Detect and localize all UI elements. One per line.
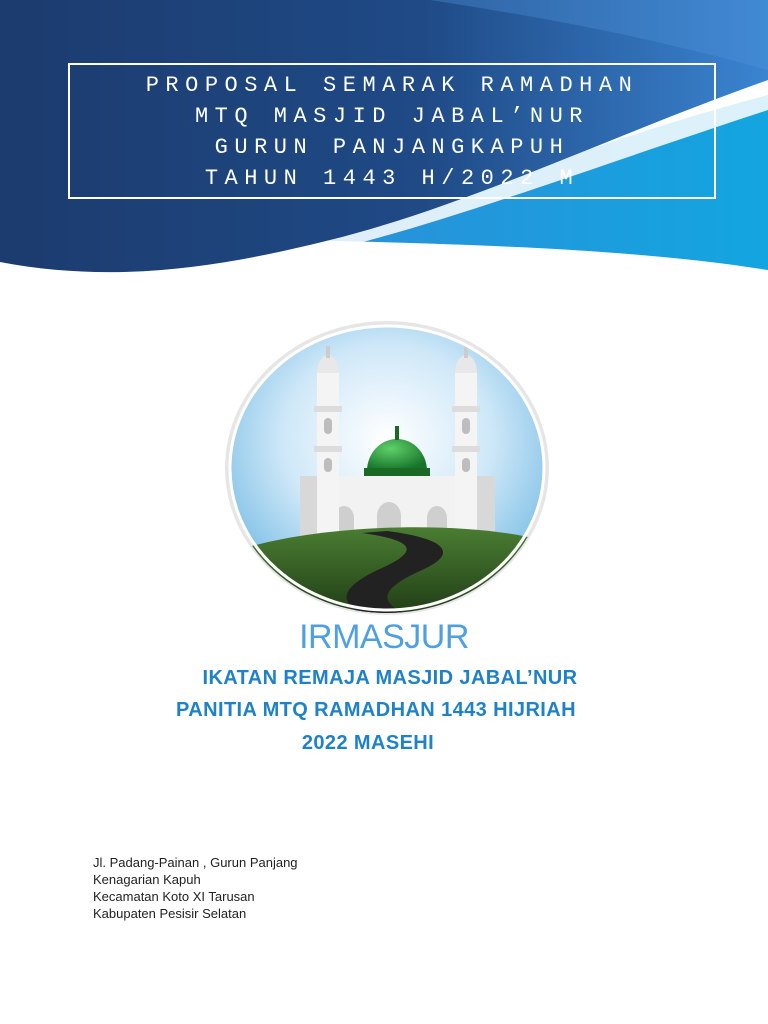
- address-line-3: Kecamatan Koto XI Tarusan: [93, 889, 255, 904]
- address-block: [93, 854, 298, 922]
- title-line-3: GURUN PANJANGKAPUH: [214, 135, 570, 160]
- org-acronym: IRMASJUR: [299, 618, 469, 656]
- title-line-4: TAHUN 1443 H/2022 M: [204, 166, 580, 191]
- year-line: 2022 MASEHI: [301, 732, 435, 754]
- mosque-icon: [222, 318, 552, 618]
- address-line-4: Kabupaten Pesisir Selatan: [93, 906, 247, 921]
- title-line-1: PROPOSAL SEMARAK RAMADHAN: [145, 73, 639, 98]
- committee-name: PANITIA MTQ RAMADHAN 1443 HIJRIAH: [176, 699, 576, 721]
- address-line-2: Kenagarian Kapuh: [93, 872, 201, 887]
- address-line-1: Jl. Padang-Painan , Gurun Panjang: [93, 855, 298, 870]
- title-box: [68, 63, 716, 199]
- title-line-2: MTQ MASJID JABAL’NUR: [194, 104, 590, 129]
- org-name: IKATAN REMAJA MASJID JABAL’NUR: [202, 667, 578, 689]
